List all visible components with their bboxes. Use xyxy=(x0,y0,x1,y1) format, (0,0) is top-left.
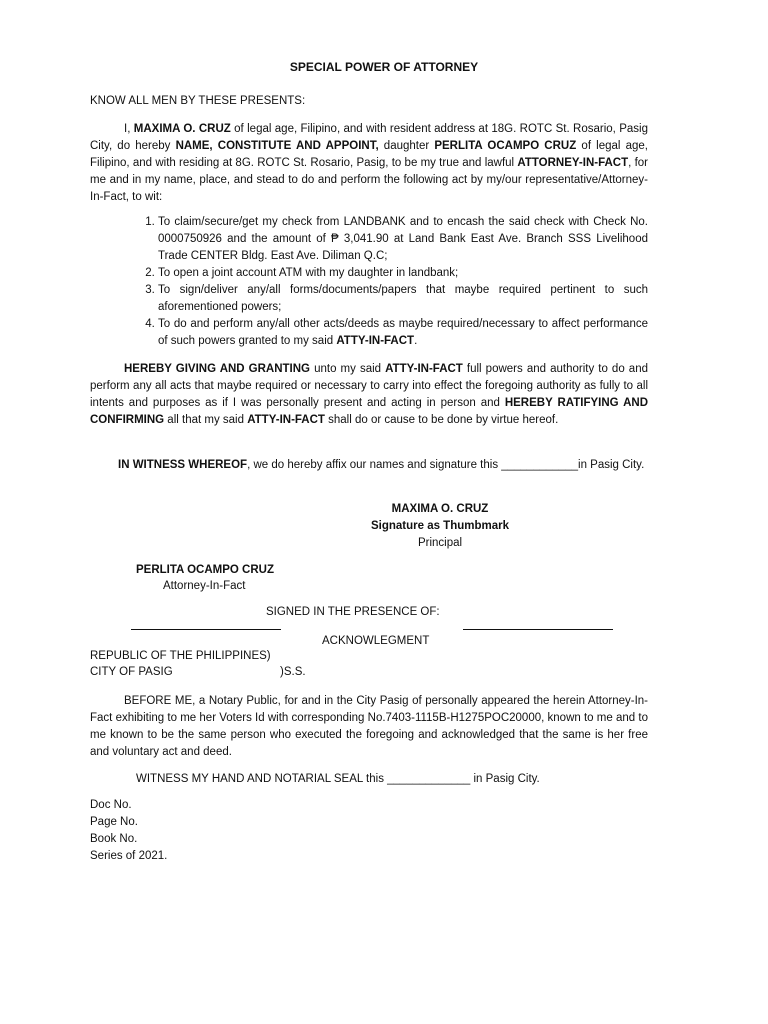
witness-paragraph: IN WITNESS WHEREOF, we do hereby affix our names and signature this ____________in Pasig City. xyxy=(118,459,645,471)
acknowledgment-heading: ACKNOWLEGMENT xyxy=(322,635,430,647)
series-year: Series of 2021. xyxy=(90,850,168,862)
principal-role: Principal xyxy=(417,537,463,549)
list-item: 3. To sign/deliver any/all forms/documents/papers that maybe required pertinent to such aforementioned powers; xyxy=(158,282,648,316)
attorney-name: PERLITA OCAMPO CRUZ xyxy=(434,140,577,152)
thumbmark-label: Signature as Thumbmark xyxy=(370,520,510,532)
appoint-phrase: NAME, CONSTITUTE AND APPOINT, xyxy=(175,140,379,152)
principal-signatory-name: MAXIMA O. CRUZ xyxy=(391,503,489,515)
attorney-signatory-name: PERLITA OCAMPO CRUZ xyxy=(136,564,274,576)
before-me-paragraph: BEFORE ME, a Notary Public, for and in the City Pasig of personally appeared the herein Attorney-In-Fact exhibiting to me her Voters Id with corresponding No.7403-1115B-H1275POC20000, known to me and to me known to be the same person who executed the foregoing and acknowledged that the same is her free and voluntary act and deed. xyxy=(90,695,648,758)
list-item: 2. To open a joint account ATM with my daughter in landbank; xyxy=(158,265,648,282)
witness-signature-line xyxy=(463,629,613,630)
intro-paragraph: I, MAXIMA O. CRUZ of legal age, Filipino, and with resident address at 18G. ROTC St. Rosario, Pasig City, do hereby NAME, CONSTITUTE AND APPOINT, daughter PERLITA OCAMPO CRUZ of legal age, Filipino, and with residing at 8G. ROTC St. Rosario, Pasig, to be my true and lawful ATTORNEY-IN-FACT, for me and in my name, place, and stead to do and perform the following act by my/our representative/Attorney-In-Fact, to wit: xyxy=(90,123,649,203)
list-item: 1. To claim/secure/get my check from LANDBANK and to encash the said check with Check No. 0000750926 and the amount of ₱ 3,041.90 at Land Bank East Ave. Branch SSS Livelihood Trade CENTER Bldg. East Ave. Diliman Q.C; xyxy=(158,214,648,265)
venue-ss: )S.S. xyxy=(280,666,306,678)
opening-line: KNOW ALL MEN BY THESE PRESENTS: xyxy=(90,95,306,107)
acts-list xyxy=(90,214,648,350)
doc-no: Doc No. xyxy=(90,799,132,811)
list-item: 4. To do and perform any/all other acts/deeds as maybe required/necessary to affect performance of such powers granted to my said ATTY-IN-FACT. xyxy=(158,316,648,350)
page-no: Page No. xyxy=(90,816,138,828)
venue-republic: REPUBLIC OF THE PHILIPPINES) xyxy=(90,650,271,662)
attorney-in-fact-term: ATTORNEY-IN-FACT xyxy=(517,157,629,169)
venue-city: CITY OF PASIG xyxy=(90,666,173,678)
granting-paragraph: HEREBY GIVING AND GRANTING unto my said ATTY-IN-FACT full powers and authority to do and perform any all acts that maybe required or necessary to carry into effect the foregoing authority as fully to all intents and purposes as if I was personally present and acting in person and HEREBY RATIFYING AND CONFIRMING all that my said ATTY-IN-FACT shall do or cause to be done by virtue hereof. xyxy=(90,363,648,426)
book-no: Book No. xyxy=(90,833,138,845)
principal-name: MAXIMA O. CRUZ xyxy=(133,123,231,135)
document-title: SPECIAL POWER OF ATTORNEY xyxy=(289,60,479,74)
notary-register-entries xyxy=(90,797,167,865)
attorney-role: Attorney-In-Fact xyxy=(163,580,246,592)
notarial-seal-line: WITNESS MY HAND AND NOTARIAL SEAL this _____________ in Pasig City. xyxy=(136,773,540,785)
presence-heading: SIGNED IN THE PRESENCE OF: xyxy=(266,606,440,618)
principal-signature-block xyxy=(300,501,580,552)
witness-signature-line xyxy=(131,629,281,630)
